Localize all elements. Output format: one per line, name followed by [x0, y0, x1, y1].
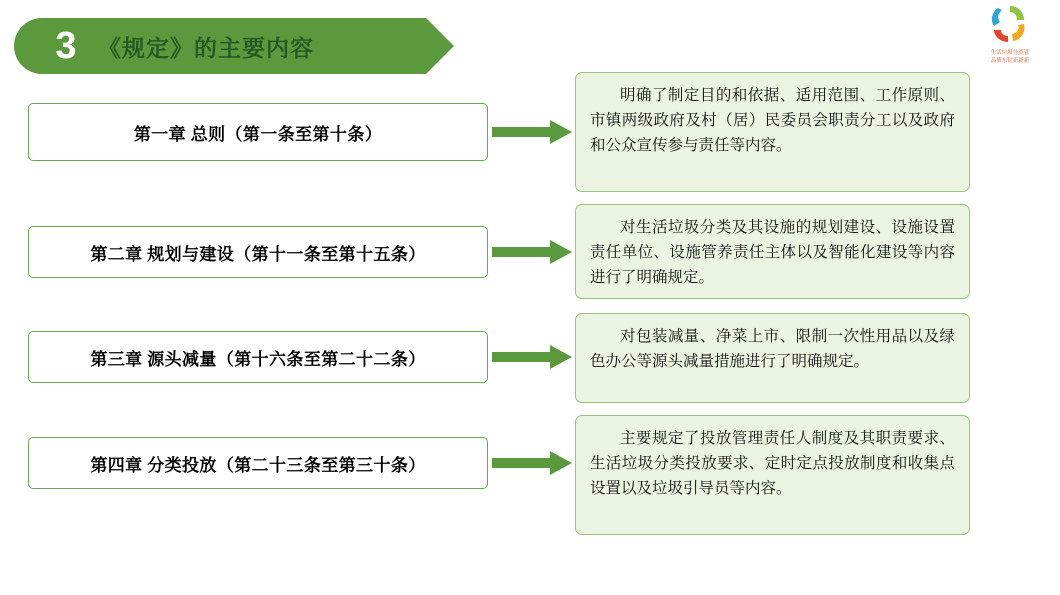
chapter-box-1[interactable] — [28, 103, 488, 161]
chapter-box-4[interactable] — [28, 437, 488, 489]
arrow-icon-2 — [492, 239, 572, 265]
page-title: 《规定》的主要内容 — [98, 36, 314, 61]
detail-text: 明确了制定目的和依据、适用范围、工作原则、市镇两级政府及村（居）民委员会职责分工以及政府和公众宣传参与责任等内容。 — [590, 87, 955, 154]
detail-box-3 — [575, 313, 970, 403]
detail-box-1 — [575, 72, 970, 192]
chapter-box-2[interactable] — [28, 226, 488, 278]
section-banner — [14, 18, 454, 74]
recycling-logo-mark — [988, 4, 1032, 44]
detail-box-2 — [575, 204, 970, 299]
arrow-icon-3 — [492, 344, 572, 370]
chapter-label: 第四章 分类投放（第二十三条至第三十条） — [90, 455, 426, 475]
detail-text: 主要规定了投放管理责任人制度及其职责要求、生活垃圾分类投放要求、定时定点投放制度和收集点设置以及垃圾引导员等内容。 — [590, 430, 955, 497]
chapter-label: 第二章 规划与建设（第十一条至第十五条） — [90, 244, 426, 264]
chapter-label: 第一章 总则（第一条至第十条） — [133, 124, 383, 144]
chapter-label: 第三章 源头减量（第十六条至第二十二条） — [90, 349, 426, 369]
recycling-logo-icon — [974, 4, 1046, 66]
arrow-icon-1 — [492, 119, 572, 145]
detail-text: 对包装减量、净菜上市、限制一次性用品以及绿色办公等源头减量措施进行了明确规定。 — [590, 328, 955, 370]
section-number: 3 — [55, 25, 77, 67]
detail-box-4 — [575, 415, 970, 535]
logo-caption-line1: 生活垃圾分类管 — [990, 50, 1030, 56]
detail-text: 对生活垃圾分类及其设施的规划建设、设施设置责任单位、设施管养责任主体以及智能化建设等内容进行了明确规定。 — [590, 219, 955, 286]
arrow-icon-4 — [492, 450, 572, 476]
chapter-box-3[interactable] — [28, 331, 488, 383]
logo-caption-line2: 品质东民新新新 — [990, 57, 1030, 64]
